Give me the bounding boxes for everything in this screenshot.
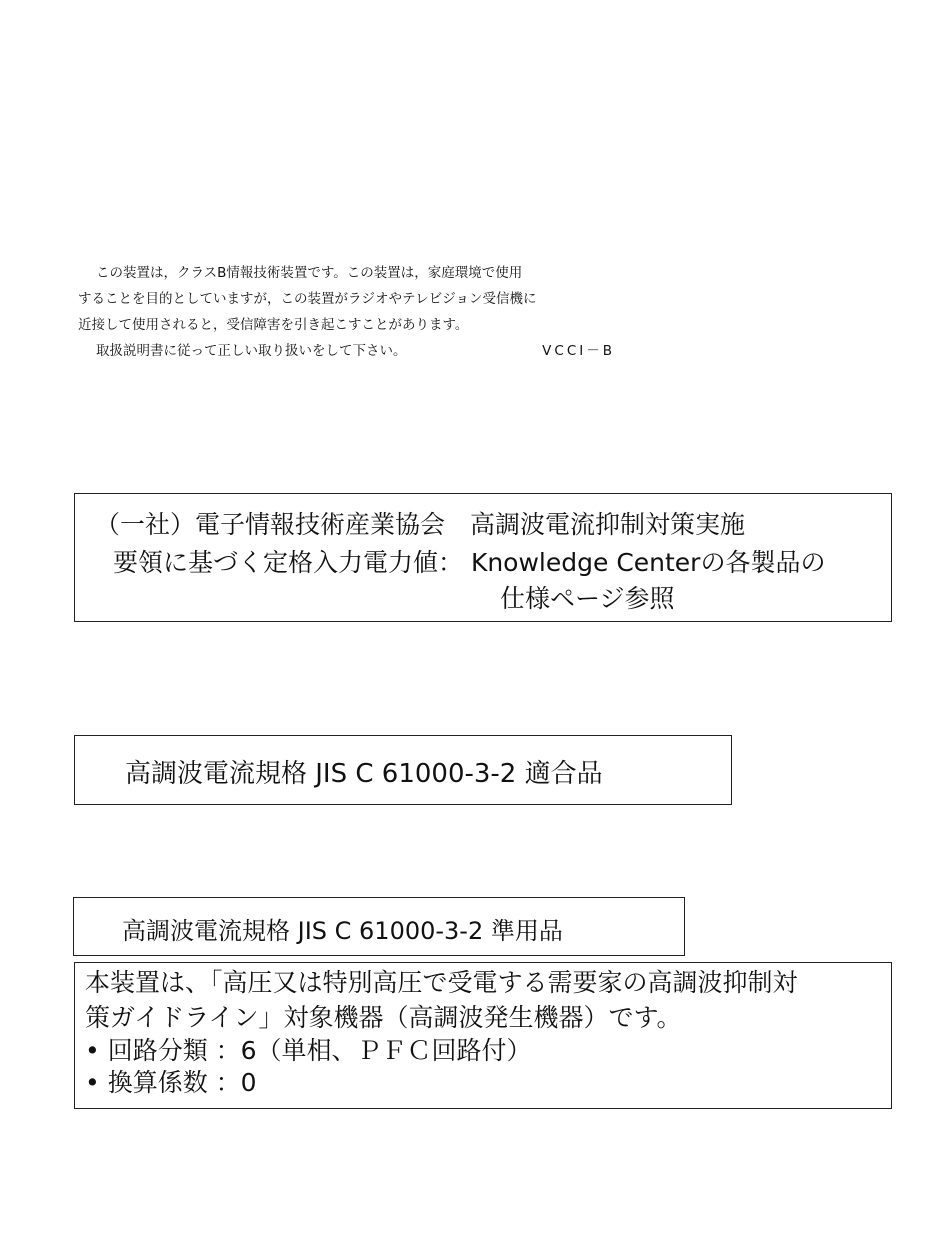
conversion-factor-item: • 換算係数 ：0 (85, 1068, 257, 1097)
vcci-notice-line: することを目的としていますが，この装置がラジオやテレビジョン受信機に (78, 291, 537, 307)
jeita-box-line: 要領に基づく定格入力電力値： Knowledge Centerの各製品の (113, 548, 826, 577)
jeita-box-line: （一社）電子情報技術産業協会 高調波電流抑制対策実施 (95, 510, 746, 539)
jis-conform-text: 高調波電流規格 JIS C 61000-3-2 適合品 (125, 759, 603, 789)
jeita-box-line: 仕様ページ参照 (500, 584, 675, 613)
vcci-notice-line (78, 338, 623, 364)
vcci-class-mark: VCCI－B (542, 343, 615, 359)
vcci-notice-line: 近接して使用されると，受信障害を引き起こすことがあります。 (78, 317, 469, 333)
jeita-rated-input-box (74, 493, 892, 622)
jis-applied-text: 高調波電流規格 JIS C 61000-3-2 準用品 (122, 917, 563, 945)
guideline-line: 策ガイドライン」対象機器（高調波発生機器）です。 (85, 1003, 682, 1032)
jis-conform-box (74, 735, 732, 805)
jis-applied-box (73, 897, 685, 956)
circuit-class-item: • 回路分類 ：6（単相、ＰＦＣ回路付） (85, 1036, 532, 1065)
harmonic-guideline-box (74, 962, 892, 1109)
vcci-notice-line: この装置は，クラスB情報技術装置です。この装置は，家庭環境で使用 (96, 265, 523, 281)
vcci-notice (78, 260, 623, 364)
guideline-line: 本装置は、「高圧又は特別高圧で受電する需要家の高調波抑制対 (85, 968, 798, 997)
vcci-handling-instruction: 取扱説明書に従って正しい取り扱いをして下さい。 (96, 343, 407, 359)
